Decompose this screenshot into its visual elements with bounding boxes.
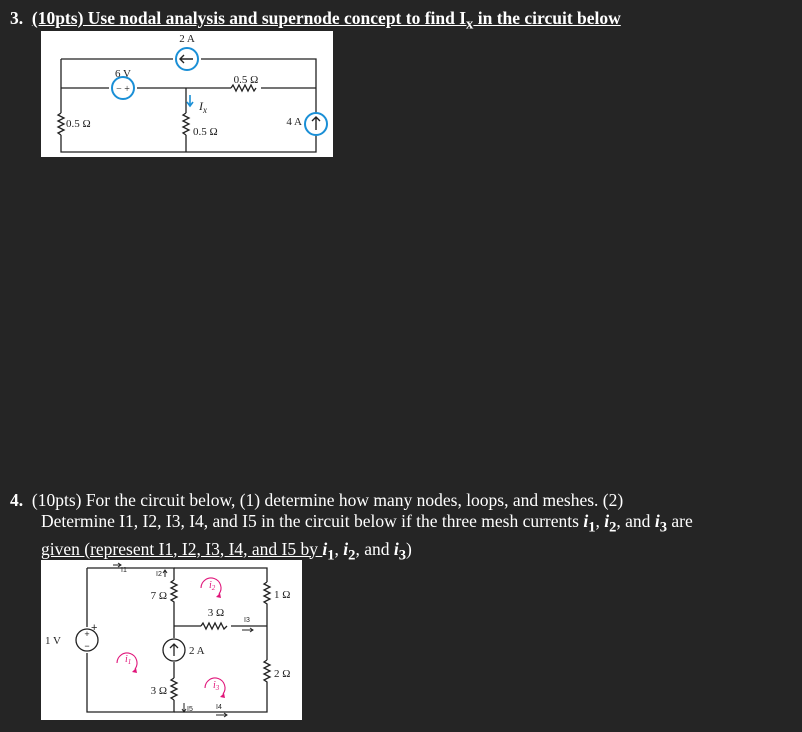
label-I5: I5: [187, 706, 193, 713]
label-r1: 1 Ω: [274, 589, 291, 601]
label-r-left: 0.5 Ω: [66, 118, 91, 130]
circuit-figure-2: [41, 560, 302, 720]
current-source-2a: [176, 48, 198, 70]
label-plus-top: +: [91, 622, 98, 634]
q3-title-sub: x: [466, 16, 474, 33]
mesh-arrowhead-i2: [216, 593, 221, 598]
label-I3: I3: [244, 617, 250, 624]
svg-text:+: +: [84, 629, 90, 639]
q4-number: 4.: [10, 490, 24, 510]
label-i3: $i_3$: [213, 680, 220, 692]
q3-title-tail: in the circuit below: [473, 8, 621, 28]
label-r-mid: 0.5 Ω: [193, 126, 218, 138]
q4-line-2: Determine I1, I2, I3, I4, and I5 in the circuit below if the three mesh currents $i_1$, $i_2$, and $i_3$ are: [41, 511, 693, 536]
current-source-4a: [305, 113, 327, 135]
q3-number: 3.: [10, 8, 24, 28]
i3-arrow-icon: [242, 628, 253, 632]
i4-arrow-icon: [216, 713, 227, 717]
label-r-top: 0.5 Ω: [233, 74, 259, 86]
label-i2: $i_2$: [209, 580, 216, 592]
label-r7: 7 Ω: [150, 590, 167, 602]
circuit-2-diagram: [41, 560, 302, 720]
label-i1: $i_1$: [125, 654, 132, 666]
circuit-figure-1: [41, 31, 333, 157]
label-4a: 4 A: [286, 116, 302, 128]
i5-arrow-icon: [182, 703, 186, 712]
label-I1: I1: [121, 567, 127, 574]
mesh-arrowhead-i1: [132, 668, 137, 673]
i1-arrow-icon: [113, 563, 121, 567]
label-r3-lower: 3 Ω: [150, 685, 167, 697]
label-I4: I4: [216, 704, 222, 711]
q4-line-3: given (represent I1, I2, I3, I4, and I5 by $i_1$, $i_2$, and $i_3$): [41, 538, 412, 563]
label-r2: 2 Ω: [274, 668, 291, 680]
label-6v: 6 V: [115, 68, 131, 80]
q3-title: (10pts) Use nodal analysis and supernode concept to find I: [31, 8, 467, 28]
mesh-arrowhead-i3: [220, 693, 225, 698]
i2-arrow-icon: [163, 570, 167, 577]
q4-line-1: 4. (10pts) For the circuit below, (1) determine how many nodes, loops, and meshes. (2): [10, 490, 624, 510]
svg-text:−: −: [84, 641, 90, 651]
label-2a-q4: 2 A: [189, 645, 205, 657]
circuit-1-diagram: [41, 31, 333, 157]
label-2a: 2 A: [179, 33, 195, 45]
current-source-2a-q4: [163, 639, 185, 661]
label-polarity: − +: [116, 84, 130, 95]
question-4-text: [10, 490, 790, 566]
label-I2: I2: [156, 571, 162, 578]
label-r3-mid: 3 Ω: [207, 607, 225, 619]
ix-arrow-icon: [187, 95, 193, 106]
label-ix: $I_x$: [199, 99, 207, 115]
label-1v: 1 V: [45, 635, 61, 647]
